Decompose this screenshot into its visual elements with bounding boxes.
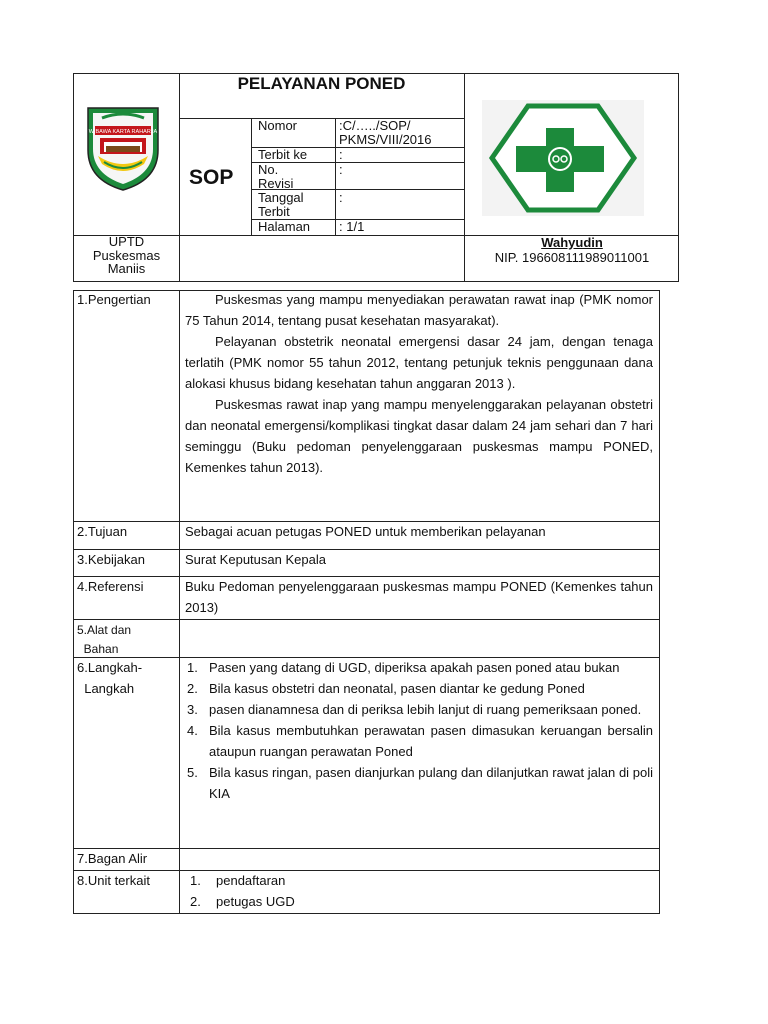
divider (251, 118, 252, 235)
label-bagan: 7.Bagan Alir (77, 851, 148, 866)
list-text: Bila kasus obstetri dan neonatal, pasen diantar ke gedung Poned (209, 681, 585, 696)
regency-emblem-logo (84, 102, 162, 192)
list-number: 1. (190, 873, 201, 888)
list-number: 2. (187, 681, 198, 696)
pengertian-content (185, 289, 653, 478)
langkah-list (187, 657, 653, 804)
list-text: Bila kasus membutuhkan perawatan pasen dimasukan keruangan bersalin ataupun ruangan perawatan Poned (209, 723, 653, 759)
referensi-content: Buku Pedoman penyelenggaraan puskesmas mampu PONED (Kemenkes tahun 2013) (185, 579, 653, 615)
list-item (187, 720, 653, 762)
org-name: UPTD Puskesmas Maniis (92, 234, 161, 276)
list-text: Bila kasus ringan, pasen dianjurkan pulang dan dilanjutkan rawat jalan di poli KIA (209, 765, 653, 801)
label-langkah: 6.Langkah- Langkah (77, 660, 143, 696)
meta-label-tanggal: Tanggal Terbit (258, 190, 304, 219)
pengertian-p3: Puskesmas rawat inap yang mampu menyelenggarakan pelayanan obstetri dan neonatal emergensi/komplikasi tingkat dasar dalam 24 jam sehari dan 7 hari seminggu (Buku pedoman penyelenggaraan puskesmas mampu PONED, Kemenkes tahun 2013). (185, 397, 653, 475)
puskesmas-logo (482, 100, 644, 216)
label-kebijakan: 3.Kebijakan (77, 552, 145, 567)
label-alat: 5.Alat dan Bahan (77, 623, 132, 656)
list-number: 3. (187, 702, 198, 717)
tujuan-content: Sebagai acuan petugas PONED untuk memberikan pelayanan (185, 524, 546, 539)
meta-label-halaman: Halaman (258, 219, 311, 234)
pengertian-p2: Pelayanan obstetrik neonatal emergensi dasar 24 jam, dengan tenaga terlatih (PMK nomor 55 tahun 2012, tentang petunjuk teknis penggunaan dana alokasi khusus bidang kesehatan tahun anggaran 2013 ). (185, 334, 653, 391)
list-text: Pasen yang datang di UGD, diperiksa apakah pasen poned atau bukan (209, 660, 620, 675)
meta-label-nomor: Nomor (258, 118, 298, 133)
divider (335, 118, 336, 235)
list-number: 5. (187, 765, 198, 780)
kebijakan-content: Surat Keputusan Kepala (185, 552, 326, 567)
meta-value-revisi: : (339, 162, 343, 177)
sop-label: SOP (189, 166, 234, 189)
meta-value-halaman: : 1/1 (339, 219, 365, 234)
list-number: 2. (190, 894, 201, 909)
list-number: 4. (187, 723, 198, 738)
list-item (187, 657, 653, 678)
shield-icon (84, 102, 162, 192)
label-tujuan: 2.Tujuan (77, 524, 128, 539)
page-title: PELAYANAN PONED (237, 74, 406, 93)
meta-label-revisi: No. Revisi (258, 162, 294, 191)
pengertian-p1: Puskesmas yang mampu menyediakan perawatan rawat inap (PMK nomor 75 Tahun 2014, tentang pusat kesehatan masyarakat). (185, 292, 653, 328)
meta-value-nomor: :C/…../SOP/ PKMS/VIII/2016 (339, 118, 432, 147)
list-text: pasen dianamnesa dan di periksa lebih lanjut di ruang pemeriksaan poned. (209, 702, 642, 717)
list-item (190, 891, 650, 912)
list-text: petugas UGD (216, 894, 295, 909)
health-cross-icon (482, 100, 644, 216)
label-referensi: 4.Referensi (77, 579, 144, 594)
list-item (187, 762, 653, 804)
list-item (187, 699, 653, 720)
list-item (187, 678, 653, 699)
divider (179, 73, 180, 282)
label-pengertian: 1.Pengertian (77, 292, 151, 307)
list-item (190, 870, 650, 891)
divider (179, 290, 180, 914)
list-number: 1. (187, 660, 198, 675)
unit-list (190, 870, 650, 912)
signer-nip: NIP. 196608111989011001 (494, 250, 650, 265)
label-unit: 8.Unit terkait (77, 873, 150, 888)
logo-banner-text: WIBAWA KARTA RAHARJA (88, 129, 158, 135)
meta-label-terbit: Terbit ke (258, 147, 308, 162)
meta-value-tanggal: : (339, 190, 343, 205)
meta-value-terbit: : (339, 147, 343, 162)
list-text: pendaftaran (216, 873, 286, 888)
signer-name: Wahyudin (541, 235, 603, 250)
divider (73, 619, 660, 620)
